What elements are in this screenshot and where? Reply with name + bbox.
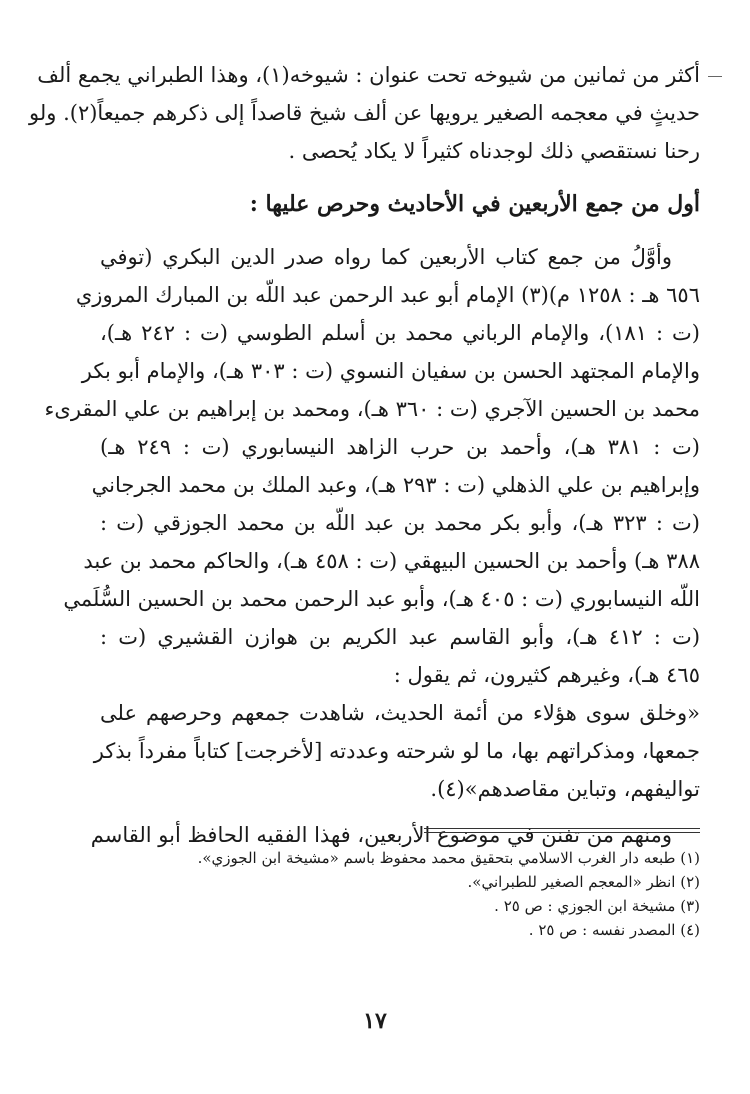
body-text (29, 56, 701, 854)
footnote: (١) طبعه دار الغرب الاسلامي بتحقيق محمد محفوظ باسم «مشيخة ابن الجوزي». (197, 849, 700, 867)
footnote: (٤) المصدر نفسه : ص ٢٥ . (528, 921, 700, 939)
quote-block (93, 694, 700, 808)
text-line: اللّه النيسابوري (ت : ٤٠٥ هـ)، وأبو عبد الرحمن محمد بن الحسين السُّلَمي (63, 587, 700, 611)
footnote: (٣) مشيخة ابن الجوزي : ص ٢٥ . (494, 897, 700, 915)
footnote: (٢) انظر «المعجم الصغير للطبراني». (467, 873, 700, 891)
footnotes (100, 846, 700, 942)
text-line: (ت : ٣٢٣ هـ)، وأبو بكر محمد بن عبد اللّه بن محمد الجوزقي (ت : (100, 511, 700, 535)
text-line: ومنهم من تفنن في موضوع الأربعين، فهذا الفقيه الحافظ أبو القاسم (90, 823, 672, 847)
text-line: جمعها، ومذكراتهم بها، ما لو شرحته وعددته [لأخرجت] كتاباً مفرداً بذكر (93, 739, 700, 763)
text-line: محمد بن الحسين الآجري (ت : ٣٦٠ هـ)، ومحمد بن إبراهيم بن علي المقرىء (44, 397, 700, 421)
text-line: وأوَّلُ من جمع كتاب الأربعين كما رواه صدر الدين البكري (توفي (100, 245, 672, 269)
text-line: حديثٍ في معجمه الصغير يرويها عن ألف شيخ قاصداً إلى ذكرهم جميعاً(٢). ولو (29, 101, 700, 125)
text-line: (ت : ١٨١)، والإمام الرباني محمد بن أسلم الطوسي (ت : ٢٤٢ هـ)، (100, 321, 700, 345)
text-line: ٣٨٨ هـ) وأحمد بن الحسين البيهقي (ت : ٤٥٨ هـ)، والحاكم محمد بن عبد (83, 549, 700, 573)
text-line: أكثر من ثمانين من شيوخه تحت عنوان : شيوخه(١)، وهذا الطبراني يجمع ألف (37, 63, 700, 87)
text-line: «وخلق سوى هؤلاء من أئمة الحديث، شاهدت جمعهم وحرصهم على (100, 701, 700, 725)
text-line: تواليفهم، وتباين مقاصدهم»(٤). (430, 777, 700, 801)
text-line: ٦٥٦ هـ : ١٢٥٨ م)(٣) الإمام أبو عبد الرحمن عبد اللّه بن المبارك المروزي (75, 283, 700, 307)
text-line: (ت : ٤١٢ هـ)، وأبو القاسم عبد الكريم بن هوازن القشيري (ت : (100, 625, 701, 649)
page-number: ١٧ (363, 1008, 387, 1034)
section-heading: أول من جمع الأربعين في الأحاديث وحرص عليها : (249, 191, 700, 217)
footnote-divider (424, 828, 700, 829)
paragraph-intro (29, 56, 700, 170)
paragraph-first-collectors (44, 238, 701, 694)
footnote-divider (424, 832, 700, 833)
corner-mark (708, 76, 722, 77)
text-line: (ت : ٣٨١ هـ)، وأحمد بن حرب الزاهد النيسابوري (ت : ٢٤٩ هـ) (100, 435, 701, 459)
text-line: والإمام المجتهد الحسن بن سفيان النسوي (ت : ٣٠٣ هـ)، والإمام أبو بكر (81, 359, 700, 383)
text-line: رحنا نستقصي ذلك لوجدناه كثيراً لا يكاد يُحصى . (288, 139, 700, 163)
text-line: ٤٦٥ هـ)، وغيرهم كثيرون، ثم يقول : (393, 663, 700, 687)
text-line: وإبراهيم بن علي الذهلي (ت : ٢٩٣ هـ)، وعبد الملك بن محمد الجرجاني (91, 473, 700, 497)
